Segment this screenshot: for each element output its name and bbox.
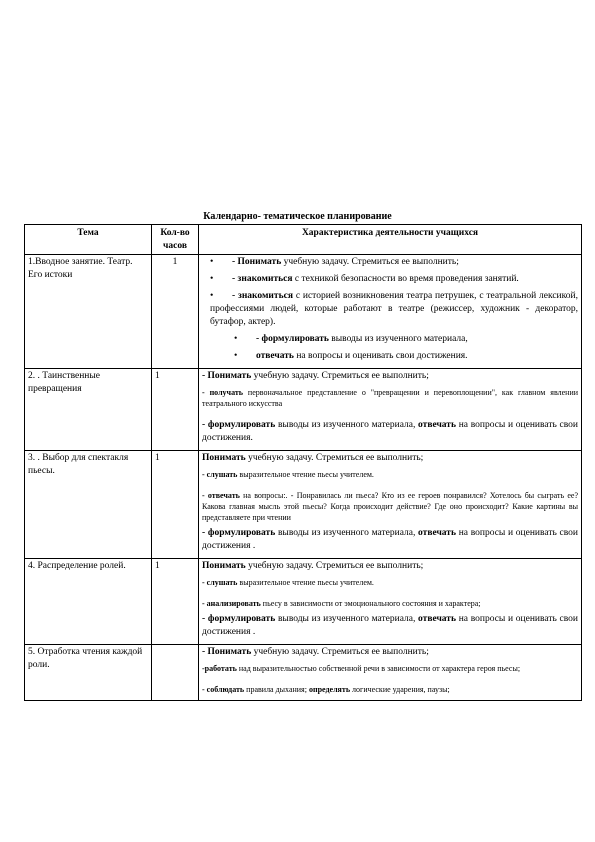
- activity-cell: [199, 645, 582, 701]
- item-verb: Понимать: [202, 453, 246, 463]
- item-verb: -работать: [202, 664, 237, 673]
- item-text: на вопросы и оценивать свои достижения .: [202, 528, 579, 551]
- hours-cell: 1: [152, 451, 199, 559]
- list-item: [202, 350, 578, 363]
- list-item: [202, 663, 578, 674]
- table-row: [25, 451, 582, 559]
- hours-cell: 1: [152, 255, 199, 369]
- page-title: Календарно- тематическое планирование: [203, 211, 392, 222]
- item-text: с техникой безопасности во время проведения занятий.: [292, 274, 519, 284]
- item-text: пьесу в зависимости от эмоционального состояния и характера;: [260, 599, 481, 608]
- list-item: [202, 333, 578, 346]
- list-item: [202, 598, 578, 609]
- list-item: [202, 527, 578, 553]
- item-verb: - анализировать: [202, 599, 261, 608]
- item-text: выводы из изученного материала,: [275, 528, 419, 538]
- list-item: [202, 419, 578, 445]
- hours-cell: 1: [152, 369, 199, 451]
- item-text: на вопросы и оценивать свои достижения.: [202, 420, 579, 443]
- topic-cell: 2. . Таинственные превращения: [25, 369, 152, 451]
- list-item: [202, 560, 578, 573]
- list-item: [202, 469, 578, 480]
- bullet-icon: •: [210, 274, 214, 284]
- item-verb: - Понимать: [202, 647, 252, 657]
- item-verb: - слушать: [202, 470, 238, 479]
- bullet-icon: •: [234, 334, 238, 344]
- item-verb: - формулировать: [202, 614, 276, 624]
- item-text: учебную задачу. Стремиться ее выполнить;: [245, 561, 424, 571]
- table-row: [25, 255, 582, 369]
- activity-cell: [199, 559, 582, 645]
- item-verb: - соблюдать: [202, 685, 245, 694]
- table-row: [25, 559, 582, 645]
- topic-cell: 3. . Выбор для спектакля пьесы.: [25, 451, 152, 559]
- header-hours: Кол-во часов: [152, 225, 199, 255]
- item-text: учебную задачу. Стремиться ее выполнить;: [251, 371, 429, 381]
- item-text: выразительное чтение пьесы учителем.: [237, 578, 374, 587]
- item-verb: - отвечать: [202, 491, 240, 500]
- item-text: с историей возникновения театра петрушек, с театральной лексикой, профессиями людей, которые работают в театре (режиссер, художник - декоратор, бутафор, актер).: [210, 291, 578, 327]
- list-item: [202, 452, 578, 465]
- item-text: на вопросы и оценивать свои достижения .: [202, 614, 579, 637]
- list-item: [202, 387, 578, 409]
- item-text: логические ударения, паузы;: [350, 685, 450, 694]
- table-row: [25, 645, 582, 701]
- item-verb: - формулировать: [256, 334, 329, 344]
- item-verb: отвечать: [418, 420, 457, 430]
- item-text: выводы из изученного материала,: [328, 334, 468, 344]
- item-verb: отвечать: [256, 351, 294, 361]
- activity-cell: [199, 255, 582, 369]
- list-item: [202, 273, 578, 286]
- plan-table: [24, 224, 582, 701]
- item-verb: определять: [308, 685, 351, 694]
- list-item: [202, 613, 578, 639]
- list-item: [202, 646, 578, 659]
- item-verb: - формулировать: [202, 420, 276, 430]
- item-text: выводы из изученного материала,: [275, 420, 419, 430]
- bullet-icon: •: [210, 257, 214, 267]
- topic-cell: 1.Вводное занятие. Театр. Его истоки: [25, 255, 152, 369]
- item-verb: - знакомиться: [232, 291, 293, 301]
- item-verb: отвечать: [418, 528, 457, 538]
- bullet-icon: •: [234, 351, 238, 361]
- item-verb: отвечать: [418, 614, 457, 624]
- item-text: первоначальное представление о "превращении и перевоплощении", как главном явлении театрального искусства: [202, 388, 579, 408]
- header-topic: Тема: [25, 225, 152, 255]
- header-activity: Характеристика деятельности учащихся: [199, 225, 582, 255]
- list-item: [202, 490, 578, 523]
- item-text: над выразительностью собственной речи в зависимости от характера героя пьесы;: [236, 664, 521, 673]
- hours-cell: [152, 645, 199, 701]
- list-item: [202, 370, 578, 383]
- item-text: учебную задачу. Стремиться ее выполнить;: [245, 453, 424, 463]
- item-text: выразительное чтение пьесы учителем.: [237, 470, 374, 479]
- item-text: выводы из изученного материала,: [275, 614, 419, 624]
- item-verb: - получать: [202, 388, 244, 397]
- item-text: учебную задачу. Стремиться ее выполнить;: [281, 257, 459, 267]
- activity-cell: [199, 451, 582, 559]
- list-item: [202, 684, 578, 695]
- activity-cell: [199, 369, 582, 451]
- item-verb: - Понимать: [202, 371, 252, 381]
- list-item: [202, 256, 578, 269]
- hours-cell: 1: [152, 559, 199, 645]
- topic-cell: 5. Отработка чтения каждой роли.: [25, 645, 152, 701]
- item-verb: - Понимать: [232, 257, 282, 267]
- item-verb: - слушать: [202, 578, 238, 587]
- item-text: учебную задачу. Стремиться ее выполнить;: [251, 647, 429, 657]
- item-verb: Понимать: [202, 561, 246, 571]
- topic-cell: 4. Распределение ролей.: [25, 559, 152, 645]
- item-text: на вопросы и оценивать свои достижения.: [293, 351, 468, 361]
- item-text: правила дыхания;: [244, 685, 309, 694]
- table-header-row: [25, 225, 582, 255]
- table-row: [25, 369, 582, 451]
- item-text: на вопросы:. - Понравилась ли пьеса? Кто из ее героев понравился? Хотелось бы сыграть ее? Какова главная мысль этой пьесы? Когда происходит действие? Где оно происходит? Какие картины вы представляете при чтении: [202, 491, 579, 522]
- list-item: [202, 290, 578, 329]
- bullet-icon: •: [210, 291, 214, 301]
- item-verb: - формулировать: [202, 528, 276, 538]
- item-verb: - знакомиться: [232, 274, 293, 284]
- list-item: [202, 577, 578, 588]
